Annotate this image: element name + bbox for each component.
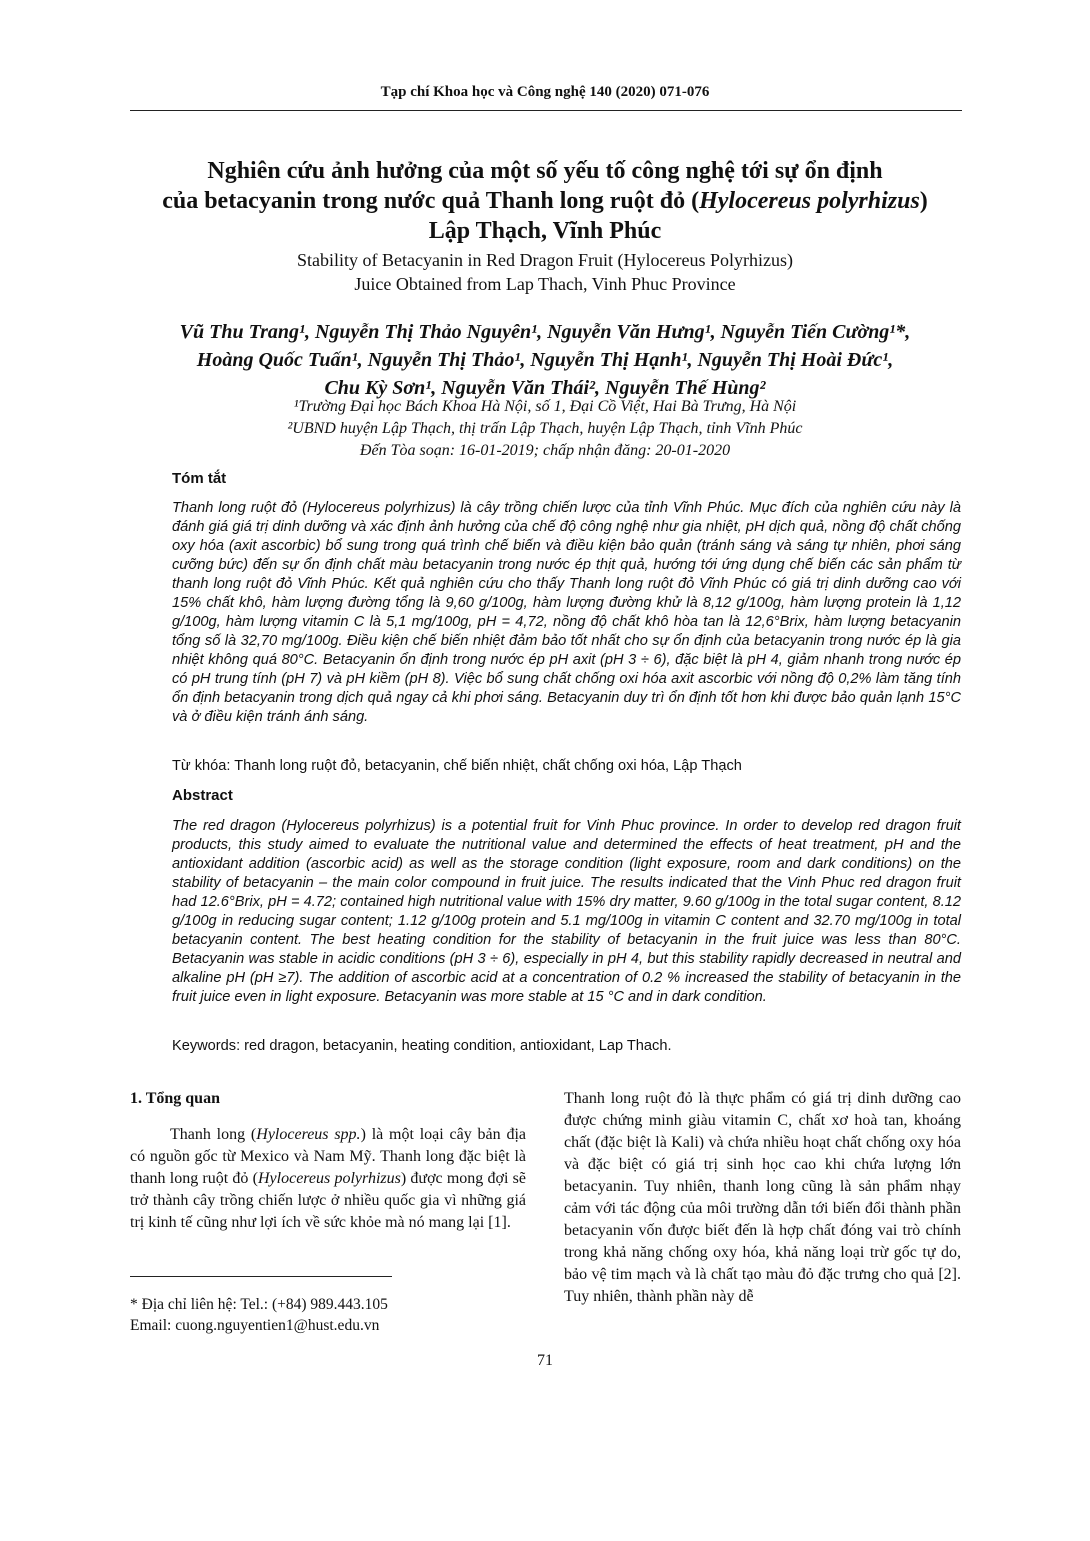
abstract-text: The red dragon (Hylocereus polyrhizus) is a potential fruit for Vinh Phuc province. In order to develop red dragon fruit products, this study aimed to evaluate the nutritional value and determined the effects of heat treatment, pH and the antioxidant addition (ascorbic acid) as well as the storage condition (light exposure, room and dark conditions) on the stability of betacyanin – the main color compound in fruit juice. The results indicated that the Vinh Phuc red dragon fruit had 12.6°Brix, pH = 4.72; contained high nutritional value with 15% dry matter, 9.60 g/100g in the total sugar content, 8.12 g/100g in reducing sugar content; 1.12 g/100g protein and 5.1 mg/100g in vitamin C content and 32.70 mg/100g in total betacyanin content. The best heating condition for the stability of betacyanin in the fruit juice was less than 80°C. Betacyanin was stable in acidic conditions (pH 3 ÷ 6), especially in pH 4, but this stability rapidly decreased in neutral and alkaline pH (pH ≥7). The addition of ascorbic acid at a concentration of 0.2 % increased the stability of betacyanin in the fruit juice even in light exposure. Betacyanin was more stable at 15 °C and in dark condition. (172, 818, 961, 1005)
authors-line-2: Hoàng Quốc Tuấn¹, Nguyễn Thị Thảo¹, Nguyễn Thị Hạnh¹, Nguyễn Thị Hoài Đức¹, (196, 349, 894, 371)
abstract-keywords: Keywords: red dragon, betacyanin, heating condition, antioxidant, Lap Thach. (172, 1038, 672, 1054)
title-line-2: của betacyanin trong nước quả Thanh long ruột đỏ (Hylocereus polyrhizus) (162, 188, 928, 214)
subtitle-line-2: Juice Obtained from Lap Thach, Vinh Phuc Province (354, 274, 736, 294)
intro-paragraph-2: Thanh long ruột đỏ là thực phẩm có giá trị dinh dưỡng cao được chứng minh giàu vitamin C, chất xơ hoà tan, khoáng chất (đặc biệt là Kali) và chứa nhiều hoạt chất chống oxy hóa và đặc biệt có giá trị sinh học cao khi chứa lượng lớn betacyanin. Tuy nhiên, thanh long cũng là sản phẩm nhạy cảm với tác động của môi trường dẫn tới biến đổi thành phần betacyanin vốn được biết đến là hợp chất đóng vai trò chính trong khả năng chống oxy hóa, khả năng loại trừ gốc tự do, bảo vệ tim mạch và là chất tạo màu đỏ đặc trưng cho quả [2]. Tuy nhiên, thành phần này dễ (564, 1090, 961, 1305)
english-subtitle (100, 248, 990, 296)
authors-line-1: Vũ Thu Trang¹, Nguyễn Thị Thảo Nguyên¹, Nguyễn Văn Hưng¹, Nguyễn Tiến Cường¹*, (179, 321, 911, 343)
body-column-left (130, 1088, 526, 1234)
page-number: 71 (537, 1352, 553, 1369)
body-column-right (564, 1088, 961, 1308)
abstract-heading: Abstract (172, 787, 233, 804)
footnote (130, 1294, 530, 1336)
paper-title (100, 156, 990, 246)
title-line-3: Lập Thạch, Vĩnh Phúc (428, 218, 662, 244)
affiliation-2: ²UBND huyện Lập Thạch, thị trấn Lập Thạch, huyện Lập Thạch, tỉnh Vĩnh Phúc (287, 420, 803, 437)
title-line-1: Nghiên cứu ảnh hưởng của một số yếu tố công nghệ tới sự ổn định (207, 158, 883, 184)
affiliation-1: ¹Trường Đại học Bách Khoa Hà Nội, số 1, Đại Cồ Việt, Hai Bà Trưng, Hà Nội (293, 398, 797, 415)
intro-paragraph-1: Thanh long (Hylocereus spp.) là một loại cây bản địa có nguồn gốc từ Mexico và Nam Mỹ. Thanh long đặc biệt là thanh long ruột đỏ (Hylocereus polyrhizus) được mong đợi sẽ trở thành cây trồng chiến lược ở nhiều quốc gia vì những giá trị kinh tế cũng như lợi ích về sức khỏe mà nó mang lại [1]. (130, 1126, 526, 1231)
tomtat-keywords: Từ khóa: Thanh long ruột đỏ, betacyanin, chế biến nhiệt, chất chống oxi hóa, Lập Thạch (172, 758, 742, 774)
section-heading: 1. Tổng quan (130, 1090, 220, 1107)
tomtat-text: Thanh long ruột đỏ (Hylocereus polyrhizus) là cây trồng chiến lược của tỉnh Vĩnh Phúc. Mục đích của nghiên cứu này là đánh giá giá trị dinh dưỡng và xác định ảnh hưởng của chế độ công nghệ như gia nhiệt, pH dịch quả, nồng độ chất chống oxy hóa (axit ascorbic) bổ sung trong quá trình chế biến và điều kiện bảo quản (tránh sáng và sáng tự nhiên, phơi sáng cưỡng bức) đến sự ổn định chất màu betacyanin trong nước ép thịt quả, hướng tới ứng dụng chế biến các sản phẩm từ thanh long ruột đỏ Vĩnh Phúc. Kết quả nghiên cứu cho thấy Thanh long ruột đỏ Vĩnh Phúc có giá trị dinh dưỡng cao với 15% chất khô, hàm lượng đường tổng là 9,60 g/100g, hàm lượng đường khử là 8,12 g/100g, hàm lượng protein là 1,12 g/100g, hàm lượng vitamin C là 5,1 mg/100g, pH = 4,72, nồng độ chất khô hòa tan là 12,6°Brix, hàm lượng betacyanin tổng số là 32,70 mg/100g. Điều kiện chế biến nhiệt đảm bảo tốt nhất cho sự ổn định của betacyanin trong nước ép là gia nhiệt không quá 80°C. Betacyanin ổn định trong nước ép pH axit (pH 3 ÷ 6), đặc biệt là pH 4, giảm nhanh trong nước ép có pH trung tính (pH 7) và pH kiềm (pH 8). Việc bổ sung chất chống oxi hóa axit ascorbic với nồng độ 0,2% làm tăng tính ổn định betacyanin trong dịch quả ngay cả khi phơi sáng. Betacyanin duy trì ổn định tốt hơn khi được bảo quản lạnh 15°C và ở điều kiện tránh ánh sáng. (172, 500, 961, 725)
author-list (90, 318, 1000, 402)
subtitle-line-1: Stability of Betacyanin in Red Dragon Fruit (Hylocereus Polyrhizus) (297, 250, 793, 270)
affiliations (100, 396, 990, 462)
received-accepted-dates: Đến Tòa soạn: 16-01-2019; chấp nhận đăng: 20-01-2020 (359, 442, 731, 459)
tomtat-heading: Tóm tắt (172, 470, 227, 487)
footnote-email: Email: cuong.nguyentien1@hust.edu.vn (130, 1317, 380, 1334)
header-rule (130, 110, 962, 111)
journal-header: Tạp chí Khoa học và Công nghệ 140 (2020) 071-076 (380, 84, 710, 100)
footnote-contact: * Địa chỉ liên hệ: Tel.: (+84) 989.443.105 (130, 1296, 388, 1313)
footnote-rule (130, 1276, 392, 1277)
authors-line-3: Chu Kỳ Sơn¹, Nguyễn Văn Thái², Nguyễn Thế Hùng² (324, 377, 766, 399)
